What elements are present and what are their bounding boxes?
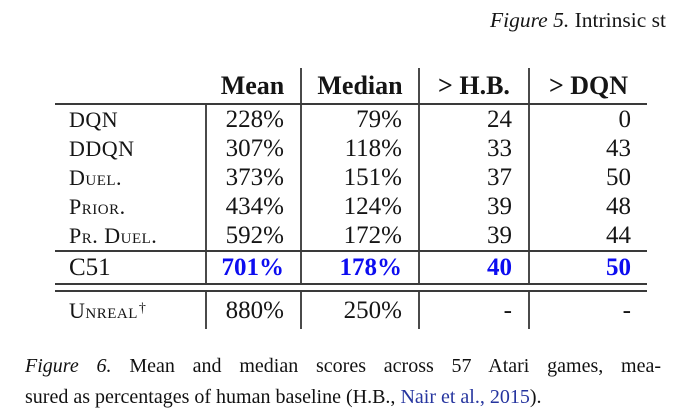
cell-gt-hb: 39: [418, 221, 528, 250]
caption-line-1: [25, 351, 661, 382]
caption-text-close: ).: [529, 386, 542, 408]
cell-gt-hb: 40: [418, 252, 528, 283]
caption-line-2: [25, 382, 661, 413]
table-row-prior: [55, 192, 647, 221]
cell-mean: 701%: [205, 252, 300, 283]
table-header-row: [55, 68, 647, 103]
cell-mean: 592%: [205, 221, 300, 250]
cell-median: 172%: [300, 221, 418, 250]
cell-gt-hb: 37: [418, 163, 528, 192]
row-label: DDQN: [69, 135, 135, 161]
header-median: Median: [300, 68, 418, 103]
table-row-pr-duel: [55, 221, 647, 250]
caption-text-line2: sured as percentages of human baseline (H.B.,: [25, 386, 401, 408]
cell-mean: 228%: [205, 105, 300, 134]
cell-median: 178%: [300, 252, 418, 283]
row-label: C51: [69, 253, 111, 281]
row-label: Prior.: [69, 193, 126, 219]
header-gt-dqn: > DQN: [528, 68, 647, 103]
cell-gt-dqn: 50: [528, 252, 647, 283]
row-label: Pr. Duel.: [69, 222, 158, 248]
cell-gt-dqn: 0: [528, 105, 647, 134]
header-mean: Mean: [220, 70, 285, 100]
cell-median: 250%: [300, 292, 418, 329]
table-row-unreal: [55, 292, 647, 329]
cell-median: 151%: [300, 163, 418, 192]
cell-gt-dqn: -: [528, 292, 647, 329]
citation-link[interactable]: Nair et al., 2015: [400, 386, 530, 408]
table-row-dqn: [55, 105, 647, 134]
table-row-c51: [55, 252, 647, 283]
table-row-ddqn: [55, 134, 647, 163]
cell-mean: 880%: [205, 292, 300, 329]
cell-median: 79%: [300, 105, 418, 134]
row-label: DQN: [69, 106, 119, 132]
unreal-label: Unreal: [69, 297, 138, 323]
cell-gt-dqn: 50: [528, 163, 647, 192]
cell-median: 118%: [300, 134, 418, 163]
cell-gt-hb: 24: [418, 105, 528, 134]
cell-gt-hb: -: [418, 292, 528, 329]
figure6-label: Figure 6.: [25, 355, 112, 377]
header-empty-cell: [55, 68, 205, 103]
figure5-text: Intrinsic st: [574, 8, 666, 32]
cell-gt-dqn: 44: [528, 221, 647, 250]
figure6-caption: [25, 351, 661, 413]
row-label: Duel.: [69, 164, 123, 190]
cell-mean: 307%: [205, 134, 300, 163]
cell-mean: 373%: [205, 163, 300, 192]
cell-gt-dqn: 48: [528, 192, 647, 221]
row-label: Unreal †: [69, 297, 147, 323]
cell-gt-hb: 33: [418, 134, 528, 163]
table-row-duel: [55, 163, 647, 192]
cell-gt-dqn: 43: [528, 134, 647, 163]
figure5-caption-fragment: [490, 8, 666, 33]
header-gt-hb: > H.B.: [418, 68, 528, 103]
figure5-label: Figure 5.: [490, 8, 570, 32]
cell-gt-hb: 39: [418, 192, 528, 221]
cell-median: 124%: [300, 192, 418, 221]
cell-mean: 434%: [205, 192, 300, 221]
results-table: [55, 68, 647, 329]
caption-text-line1: Mean and median scores across 57 Atari games, mea-: [129, 355, 662, 377]
